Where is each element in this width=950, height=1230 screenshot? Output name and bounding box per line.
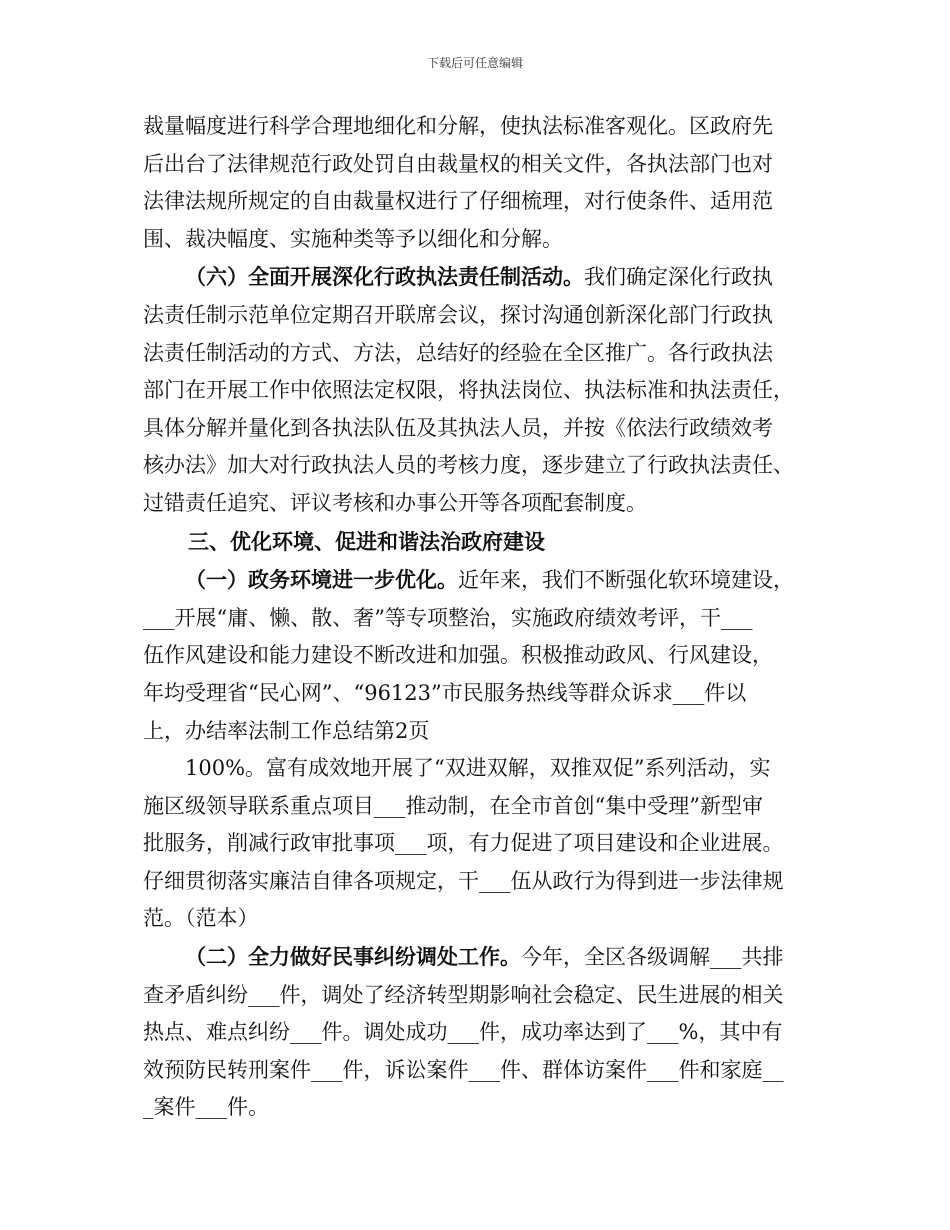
- paragraph-heading-line: （一）政务环境进一步优化。近年来，我们不断强化软环境建设，: [185, 567, 794, 593]
- body-line: 具体分解并量化到各执法队伍及其执法人员，并按《依法行政绩效考: [143, 415, 773, 440]
- section-title: 三、优化环境、促进和谐法治政府建设: [188, 528, 545, 554]
- paragraph-heading-line: （二）全力做好民事纠纷调处工作。今年，全区各级调解___共排: [185, 944, 784, 970]
- paragraph-heading-line: （六）全面开展深化行政执法责任制活动。我们确定深化行政执: [185, 264, 773, 290]
- body-line: 裁量幅度进行科学合理地细化和分解，使执法标准客观化。区政府先: [143, 114, 773, 138]
- body-line: 过错责任追究、评议考核和办事公开等各项配套制度。: [143, 490, 647, 515]
- body-line: 仔细贯彻落实廉洁自律各项规定，干___伍从政行为得到进一步法律规: [143, 868, 784, 893]
- document-body: [143, 108, 815, 1127]
- body-line: 100%。富有成效地开展了“双进双解，双推双促”系列活动，实: [185, 756, 771, 781]
- body-line: ___开展“庸、懒、散、奢”等专项整治，实施政府绩效考评，干___: [143, 605, 753, 630]
- body-line: 效预防民转刑案件___件，诉讼案件___件、群体访案件___件和家庭__: [143, 1057, 784, 1082]
- section-title-line: [143, 523, 815, 562]
- body-line: 热点、难点纠纷___件。调处成功___件，成功率达到了___%，其中有: [143, 1020, 783, 1045]
- body-line: 核办法》加大对行政执法人员的考核力度，逐步建立了行政执法责任、: [143, 453, 794, 478]
- page-header: 下载后可任意编辑: [426, 56, 523, 70]
- section-heading: （二）全力做好民事纠纷调处工作。: [185, 944, 521, 970]
- body-line: 施区级领导联系重点项目___推动制，在全市首创“集中受理”新型审: [143, 793, 763, 818]
- body-line: _案件___件。: [143, 1095, 269, 1120]
- section-heading: （六）全面开展深化行政执法责任制活动。: [185, 264, 584, 290]
- body-line: 部门在开展工作中依照法定权限，将执法岗位、执法标准和执法责任，: [143, 378, 794, 403]
- body-line: 后出台了法律规范行政处罚自由裁量权的相关文件，各执法部门也对: [143, 151, 773, 176]
- body-line: 批服务，削减行政审批事项___项，有力促进了项目建设和企业进展。: [143, 831, 784, 856]
- section-heading: （一）政务环境进一步优化。: [185, 567, 458, 593]
- body-line: 查矛盾纠纷___件，调处了经济转型期影响社会稳定、民生进展的相关: [143, 982, 784, 1007]
- body-line: 范。（范本）: [143, 906, 259, 931]
- body-line: 伍作风建设和能力建设不断改进和加强。积极推动政风、行风建设，: [143, 643, 773, 668]
- body-line: 围、裁决幅度、实施种类等予以细化和分解。: [143, 226, 563, 251]
- body-line: 上，办结率法制工作总结第2页: [143, 718, 430, 743]
- body-line: 法律法规所规定的自由裁量权进行了仔细梳理，对行使条件、适用范: [143, 189, 773, 214]
- body-line: 法责任制活动的方式、方法，总结好的经验在全区推广。各行政执法: [143, 340, 773, 365]
- body-line: 年均受理省“民心网”、“96123”市民服务热线等群众诉求___件以: [143, 680, 747, 705]
- body-line: 法责任制示范单位定期召开联席会议，探讨沟通创新深化部门行政执: [143, 302, 773, 327]
